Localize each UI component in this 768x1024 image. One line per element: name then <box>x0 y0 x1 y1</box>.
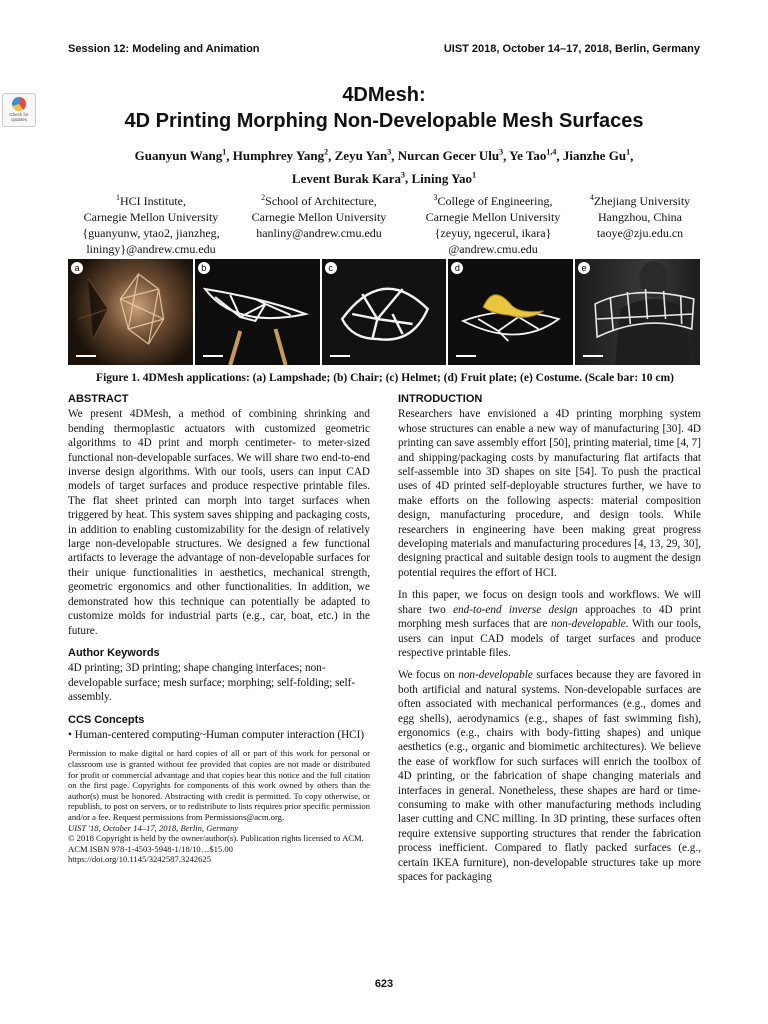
check-for-updates-label: Check for updates <box>9 112 29 122</box>
running-header-session: Session 12: Modeling and Animation <box>68 43 260 55</box>
keywords-heading: Author Keywords <box>68 646 160 659</box>
paper-title-line1: 4DMesh: <box>342 84 426 106</box>
author-name: Jianzhe Gu$^1$ <box>562 148 631 164</box>
introduction-heading: INTRODUCTION <box>398 393 483 405</box>
figure-panel-lampshade <box>68 259 193 365</box>
scale-bar <box>456 355 476 357</box>
panel-label: d <box>451 262 463 274</box>
panel-label: a <box>71 262 83 274</box>
intro-paragraph-3: We focus on non-developable surfaces because they are favored in both artificial and natural systems. Non-developable surfaces are often associated with mechanical performances (e.g., domes and egg shells), aerodynamics (e.g., shapes of fast swimming fish), ergonomics (e.g., chairs with body-fitting shapes) and unique aesthetics (e.g., organic and biomimetic architectures). We believe the ease of workflow for such surfaces will enrich the toolbox of 4D printing, or the fabrication of shape changing materials and interfaces in general. Nonetheless, these shapes are hard or time-consuming to make with other manufacturing methods including laser cutting and CNC milling. In 3D printing, these surfaces often require extensive supporting structures that render the fabrication process inefficient. Compared to flatly packed surfaces (e.g., certain IKEA furniture), non-developable structures take up more spaces for packaging <box>398 669 701 883</box>
intro-paragraph-2: In this paper, we focus on design tools and workflows. We will share two end-to-end inverse design approaches to 4D print morphing mesh surfaces that are non-developable. With our tools, users can input CAD models of target surfaces and produce respective printable files. <box>398 589 702 659</box>
abstract-heading: ABSTRACT <box>68 393 129 405</box>
affiliation-2: $^2$School of Architecture, Carnegie Mellon University hanliny@andrew.cmu.edu <box>251 193 387 240</box>
isbn: ACM ISBN 978-1-4503-5948-1/18/10…$15.00 <box>68 843 233 854</box>
conference-info: UIST '18, October 14–17, 2018, Berlin, Germany <box>68 822 239 833</box>
author-name: Levent Burak Kara$^3$ <box>291 170 405 186</box>
abstract-text: We present 4DMesh, a method of combining shrinking and bending thermoplastic actuators with customized geometric algorithms to 4D print and morph centimeter- to meter-sized functional non-developable surfaces. We will share two end-to-end inverse design algorithms. With our tools, users can input CAD models of target surfaces and produce respective printable files. The flat sheet printed can morph into target surfaces when triggered by heat. This system saves shipping and packaging costs, in addition to enabling customizability for the design of relatively large non-developable structures. We designed a few functional artifacts to leverage the advantage of non-developable surfaces for their unique functionalities in aesthetics, mechanical strength, geometric ergonomics and other functionalities. In addition, we demonstrated how this technique can potentially be adapted to customize molds for industrial parts (e.g., car, boat, etc.) in the future. <box>68 408 370 637</box>
scale-bar <box>76 355 96 357</box>
author-name: Nurcan Gecer Ulu$^3$ <box>397 148 504 164</box>
panel-label: b <box>198 262 210 274</box>
figure-1-caption: Figure 1. 4DMesh applications: (a) Lampshade; (b) Chair; (c) Helmet; (d) Fruit plate; (e) Costume. (Scale bar: 10 cm) <box>96 372 674 384</box>
page-number: 623 <box>374 978 394 990</box>
author-name: Zeyu Yan$^3$ <box>334 148 392 164</box>
author-name: Humphrey Yang$^2$ <box>232 148 329 164</box>
figure-panel-costume <box>575 259 700 365</box>
author-name: Lining Yao$^1$ <box>411 170 477 186</box>
panel-label: c <box>325 262 337 274</box>
permission-block <box>68 748 370 865</box>
right-column <box>398 392 701 892</box>
permission-notice: Permission to make digital or hard copies of all or part of this work for personal or classroom use is granted without fee provided that copies are not made or distributed for profit or commercial advantage and that copies bear this notice and the full citation on the first page. Copyrights for components of this work owned by others than the author(s) must be honored. Abstracting with credit is permitted. To copy otherwise, or republish, to post on servers, or to redistribute to lists requires prior specific permission and/or a fee. Request permissions from Permissions@acm.org. <box>68 748 370 822</box>
author-list: Guanyun Wang$^1$, Humphrey Yang$^2$, Zeyu Yan$^3$, Nurcan Gecer Ulu$^3$, Ye Tao$^{1,4}$, Jianzhe Gu$^1$, Levent Burak Kara$^3$, Lining Yao$^1$ <box>134 148 634 186</box>
running-header-conference: UIST 2018, October 14–17, 2018, Berlin, Germany <box>443 43 700 55</box>
affiliation-4: $^4$Zhejiang University Hangzhou, China taoye@zju.edu.cn <box>589 193 691 240</box>
figure-panel-helmet <box>322 259 447 365</box>
ccs-heading: CCS Concepts <box>68 713 145 726</box>
affiliation-3: $^3$College of Engineering, Carnegie Mellon University {zeyuy, ngecerul, ikara} @andrew.cmu.edu <box>425 193 561 256</box>
author-name: Guanyun Wang$^1$ <box>134 148 227 164</box>
figure-panel-chair <box>195 259 320 365</box>
left-column <box>68 392 370 865</box>
copyright-notice: © 2018 Copyright is held by the owner/author(s). Publication rights licensed to ACM. <box>68 833 364 844</box>
author-name: Ye Tao$^{1,4}$ <box>509 148 557 164</box>
scale-bar <box>330 355 350 357</box>
ccs-text: • Human-centered computing~Human computer interaction (HCI) <box>68 728 365 741</box>
figure-1-photo-strip <box>68 259 700 365</box>
scale-bar <box>203 355 223 357</box>
doi-link[interactable]: https://doi.org/10.1145/3242587.3242625 <box>68 854 211 865</box>
scale-bar <box>583 355 603 357</box>
keywords-text: 4D printing; 3D printing; shape changing interfaces; non-developable surface; mesh surface; morphing; self-folding; self-assembly. <box>68 662 356 704</box>
paper-title-line2: 4D Printing Morphing Non-Developable Mesh Surfaces <box>124 110 644 132</box>
panel-label: e <box>578 262 590 274</box>
figure-panel-fruit-plate <box>448 259 573 365</box>
intro-paragraph-1: Researchers have envisioned a 4D printing morphing system whose structures can enable a new way of manufacturing [30]. 4D printing can save assembly effort [50], printing material, time [4, 7] and shipping/packaging costs by manufacturing flat artifacts that self-assemble into 3D shapes on site [54]. To push the practical uses of 4D printed self-deployable structures further, we have to make efforts on the following aspects: material composition design, manufacturing procedure, and design tools. While researchers in engineering have been making great progress developing materials and manufacturing procedures [4, 13, 29, 30], designing practical and suitable design tools to augment the design potential requires the effort of HCI. <box>398 408 701 579</box>
affiliation-1: $^1$HCI Institute, Carnegie Mellon University {guanyunw, ytao2, jianzheg, liningy}@andrew.cmu.edu <box>82 193 220 256</box>
